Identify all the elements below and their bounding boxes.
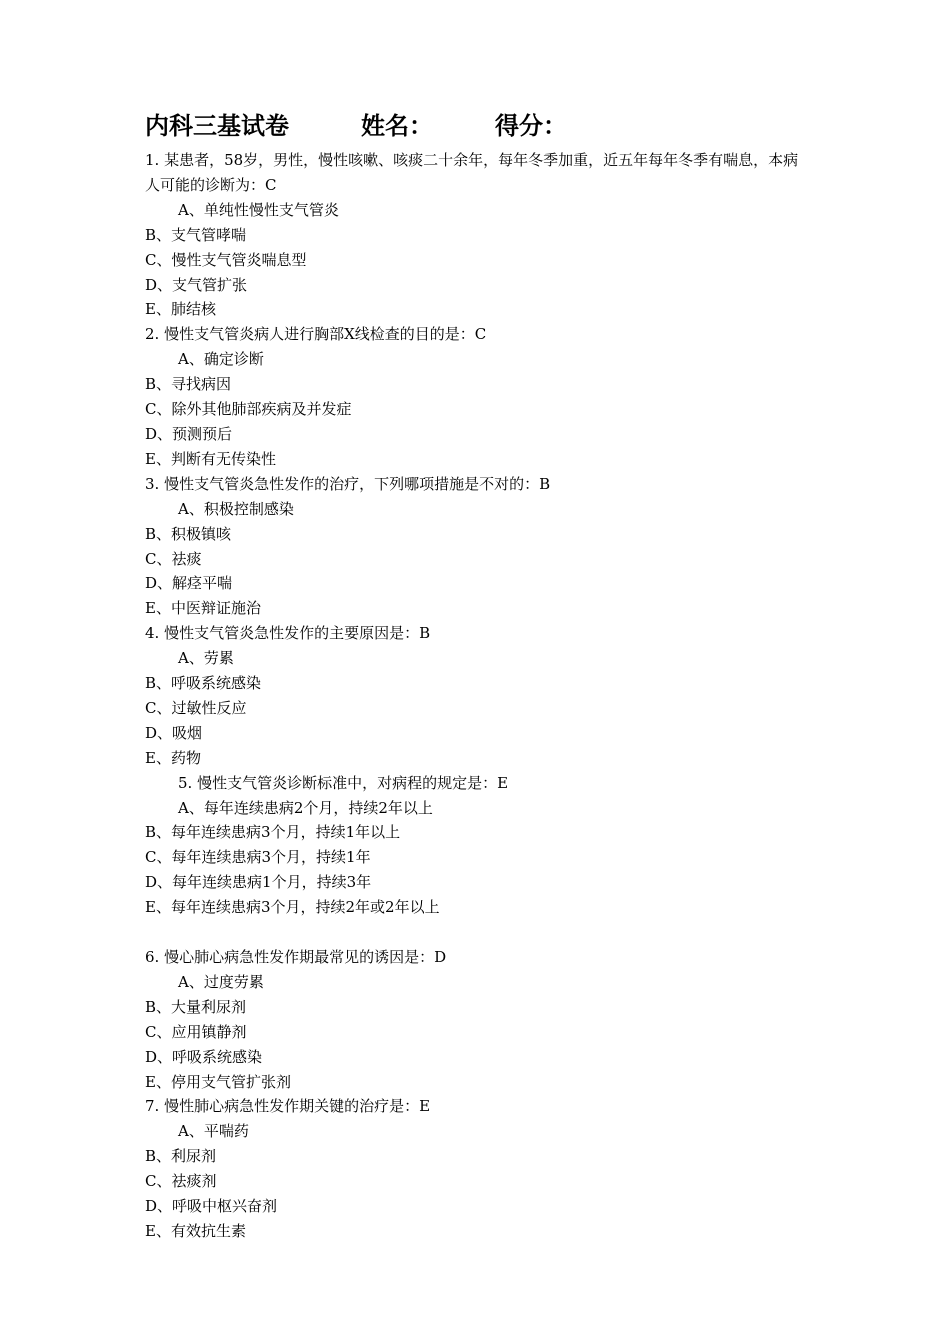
- question-2-option-c: C、除外其他肺部疾病及并发症: [145, 400, 352, 419]
- question-5-option-e: E、每年连续患病3个月，持续2年或2年以上: [145, 898, 440, 917]
- question-7-stem: 7. 慢性肺心病急性发作期关键的治疗是：E: [145, 1097, 431, 1116]
- question-5-stem: 5. 慢性支气管炎诊断标准中，对病程的规定是：E: [178, 773, 509, 792]
- question-5-option-b: B、每年连续患病3个月，持续1年以上: [145, 823, 401, 842]
- question-3-option-d: D、解痉平喘: [145, 574, 233, 593]
- question-list: [145, 148, 813, 1244]
- question-2-stem: 2. 慢性支气管炎病人进行胸部X线检查的目的是：C: [145, 325, 487, 344]
- question-6-option-c: C、应用镇静剂: [145, 1022, 247, 1041]
- question-1-option-e: E、肺结核: [145, 300, 216, 319]
- question-1-stem: 1. 某患者，58岁，男性，慢性咳嗽、咳痰二十余年，每年冬季加重，近五年每年冬季有喘息，本病人可能的诊断为：C: [145, 151, 799, 194]
- question-4-option-d: D、吸烟: [145, 723, 203, 742]
- question-7-option-d: D、呼吸中枢兴奋剂: [145, 1197, 278, 1216]
- question-3-option-e: E、中医辩证施治: [145, 599, 261, 618]
- question-4-stem: 4. 慢性支气管炎急性发作的主要原因是：B: [145, 624, 431, 643]
- question-3-option-a: A、积极控制感染: [178, 499, 294, 518]
- question-6-stem: 6. 慢心肺心病急性发作期最常见的诱因是：D: [145, 947, 447, 966]
- question-3-option-b: B、积极镇咳: [145, 524, 232, 543]
- question-2-option-a: A、确定诊断: [178, 350, 264, 369]
- question-5-option-d: D、每年连续患病1个月，持续3年: [145, 873, 372, 892]
- question-6-option-a: A、过度劳累: [178, 972, 264, 991]
- question-2-option-b: B、寻找病因: [145, 375, 232, 394]
- question-1-option-d: D、支气管扩张: [145, 275, 248, 294]
- question-4-option-c: C、过敏性反应: [145, 698, 247, 717]
- question-4-option-e: E、药物: [145, 748, 201, 767]
- question-7-option-b: B、利尿剂: [145, 1147, 217, 1166]
- question-7-option-e: E、有效抗生素: [145, 1221, 246, 1240]
- question-7-option-a: A、平喘药: [178, 1122, 249, 1141]
- question-5-option-c: C、每年连续患病3个月，持续1年: [145, 848, 371, 867]
- question-6-option-b: B、大量利尿剂: [145, 997, 247, 1016]
- question-2-option-e: E、判断有无传染性: [145, 449, 276, 468]
- question-4-option-b: B、呼吸系统感染: [145, 674, 262, 693]
- name-label: 姓名：: [361, 111, 433, 140]
- question-3-stem: 3. 慢性支气管炎急性发作的治疗，下列哪项措施是不对的：B: [145, 474, 551, 493]
- question-1-option-c: C、慢性支气管炎喘息型: [145, 250, 307, 269]
- question-2-option-d: D、预测预后: [145, 424, 233, 443]
- question-1-option-a: A、单纯性慢性支气管炎: [178, 200, 339, 219]
- question-3-option-c: C、祛痰: [145, 549, 202, 568]
- blank-line: [145, 920, 813, 945]
- score-label: 得分：: [495, 111, 567, 140]
- question-7-option-c: C、祛痰剂: [145, 1172, 217, 1191]
- exam-title: 内科三基试卷: [145, 111, 289, 140]
- question-5-option-a: A、每年连续患病2个月，持续2年以上: [178, 798, 433, 817]
- question-1-option-b: B、支气管哮喘: [145, 225, 247, 244]
- question-6-option-e: E、停用支气管扩张剂: [145, 1072, 291, 1091]
- question-4-option-a: A、劳累: [178, 649, 234, 668]
- question-6-option-d: D、呼吸系统感染: [145, 1047, 263, 1066]
